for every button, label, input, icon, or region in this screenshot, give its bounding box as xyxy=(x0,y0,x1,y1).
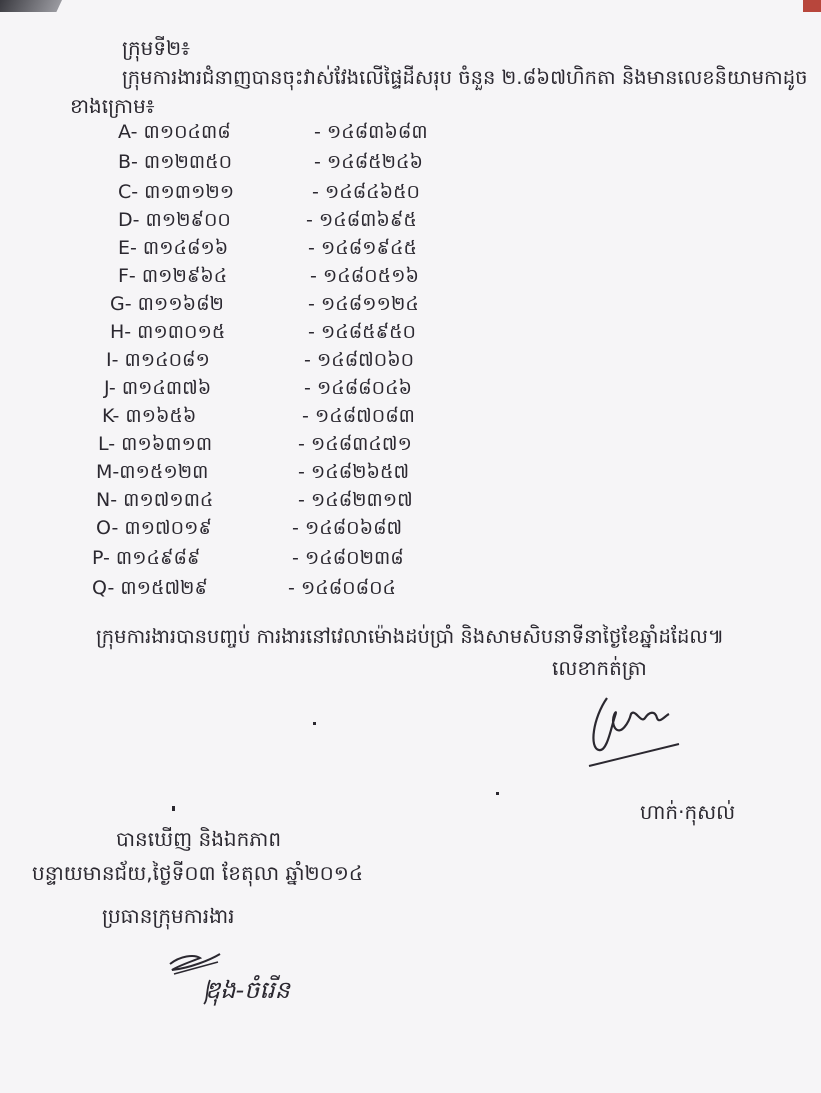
coordinate-row xyxy=(96,516,438,544)
coordinate-value: - ១៤៨១៩៤៥ xyxy=(308,237,417,259)
coordinate-value: - ១៤៨៥៩៥០ xyxy=(308,321,416,343)
coordinate-row xyxy=(106,348,438,376)
coordinate-label: I- ៣១៤០៨១ xyxy=(106,349,210,371)
coordinate-row xyxy=(96,488,438,516)
coordinate-label: P- ៣១៤៩៨៩ xyxy=(92,547,201,569)
coordinate-value: - ១៤៨០៥១៦ xyxy=(310,265,419,287)
coordinate-value: - ១៤៨១១២៤ xyxy=(308,293,419,315)
coordinate-value: - ១៤៨៤៦៥០ xyxy=(312,181,420,203)
intro-line-1: ក្រុមការងារជំនាញបានចុះវាស់វែងលើផ្ទៃដីសរុប ចំនួន ២.៨៦៧ហិកតា និងមានលេខនិយាមកាដូច xyxy=(122,66,808,89)
coordinate-label: C- ៣១៣១២១ xyxy=(118,181,235,203)
coordinate-label: H- ៣១៣០១៥ xyxy=(110,321,226,343)
coordinate-value: - ១៤៨០៨០៤ xyxy=(288,577,396,599)
coordinate-row xyxy=(104,376,438,404)
coordinate-label: O- ៣១៧០១៩ xyxy=(96,517,212,539)
coordinate-value: - ១៤៨០២៣៨ xyxy=(292,547,404,569)
ink-speck xyxy=(496,792,499,795)
coordinate-value: - ១៤៨៣៦៩៥ xyxy=(306,209,417,231)
intro-line-2: ខាងក្រោម៖ xyxy=(70,94,155,118)
coordinate-row xyxy=(118,208,438,236)
secretary-name: ហាក់·កុសល់ xyxy=(640,800,736,824)
coordinate-value: - ១៤៨៧០៨៣ xyxy=(302,405,415,427)
coordinate-label: K- ៣១៦៥៦ xyxy=(102,405,197,427)
coordinate-row xyxy=(118,120,438,148)
coordinate-row xyxy=(118,236,438,264)
coordinate-row xyxy=(118,180,438,208)
date-place: បន្ទាយមានជ័យ,ថ្ងៃទី០៣ ខែតុលា ឆ្នាំ២០១៤ xyxy=(32,861,364,885)
coordinate-label: M-៣១៥១២៣ xyxy=(96,461,209,483)
coordinate-row xyxy=(118,264,438,292)
coordinate-label: Q- ៣១៥៧២៩ xyxy=(92,577,208,599)
coordinate-row xyxy=(96,460,438,488)
secretary-signature xyxy=(585,688,685,774)
acknowledgement: បានឃើញ និងឯកភាព xyxy=(116,827,282,851)
coordinate-label: D- ៣១២៩០០ xyxy=(118,209,231,231)
coordinate-value: - ១៤៨៥២៤៦ xyxy=(314,151,423,173)
coordinate-value: - ១៤៨៣៤៧១ xyxy=(298,433,412,455)
ink-speck xyxy=(313,722,316,725)
coordinate-row xyxy=(110,320,438,348)
coordinate-label: B- ៣១២៣៥០ xyxy=(118,151,233,173)
coordinate-label: E- ៣១៤៨១៦ xyxy=(118,237,229,259)
chief-title: ប្រធានក្រុមការងារ xyxy=(102,904,235,928)
coordinate-label: A- ៣១០៤៣៨ xyxy=(118,121,231,143)
coordinate-label: L- ៣១៦៣១៣ xyxy=(98,433,213,455)
coordinate-value: - ១៤៨៣៦៨៣ xyxy=(314,121,428,143)
coordinate-row xyxy=(92,546,438,574)
section-heading: ក្រុមទី២៖ xyxy=(122,36,190,60)
coordinate-row xyxy=(92,576,438,604)
coordinate-value: - ១៤៨២៦៥៧ xyxy=(298,461,410,483)
coordinate-row xyxy=(110,292,438,320)
chief-signature-name: ឌុង-ចំរើន xyxy=(205,976,290,1004)
secretary-title: លេខាកត់ត្រា xyxy=(552,656,647,680)
coordinate-label: F- ៣១២៩៦៤ xyxy=(118,265,228,287)
coordinate-value: - ១៤៨២៣១៧ xyxy=(298,489,413,511)
coordinate-value: - ១៤៨៨០៤៦ xyxy=(304,377,412,399)
ink-speck xyxy=(172,806,175,811)
coordinate-row xyxy=(98,432,438,460)
coordinate-label: J- ៣១៤៣៧៦ xyxy=(104,377,212,399)
closing-statement: ក្រុមការងារបានបញ្ចប់ ការងារនៅវេលាម៉ោងដប់ប្រាំ និងសាមសិបនាទីនាថ្ងៃខែឆ្នាំដដែល៕ xyxy=(96,625,725,648)
coordinate-value: - ១៤៨៧០៦០ xyxy=(304,349,415,371)
coordinate-label: N- ៣១៧១៣៤ xyxy=(96,489,214,511)
coordinate-row xyxy=(118,150,438,178)
coordinate-label: G- ៣១១៦៨២ xyxy=(110,293,224,315)
coordinate-value: - ១៤៨០៦៨៧ xyxy=(292,517,403,539)
coordinate-row xyxy=(102,404,438,432)
